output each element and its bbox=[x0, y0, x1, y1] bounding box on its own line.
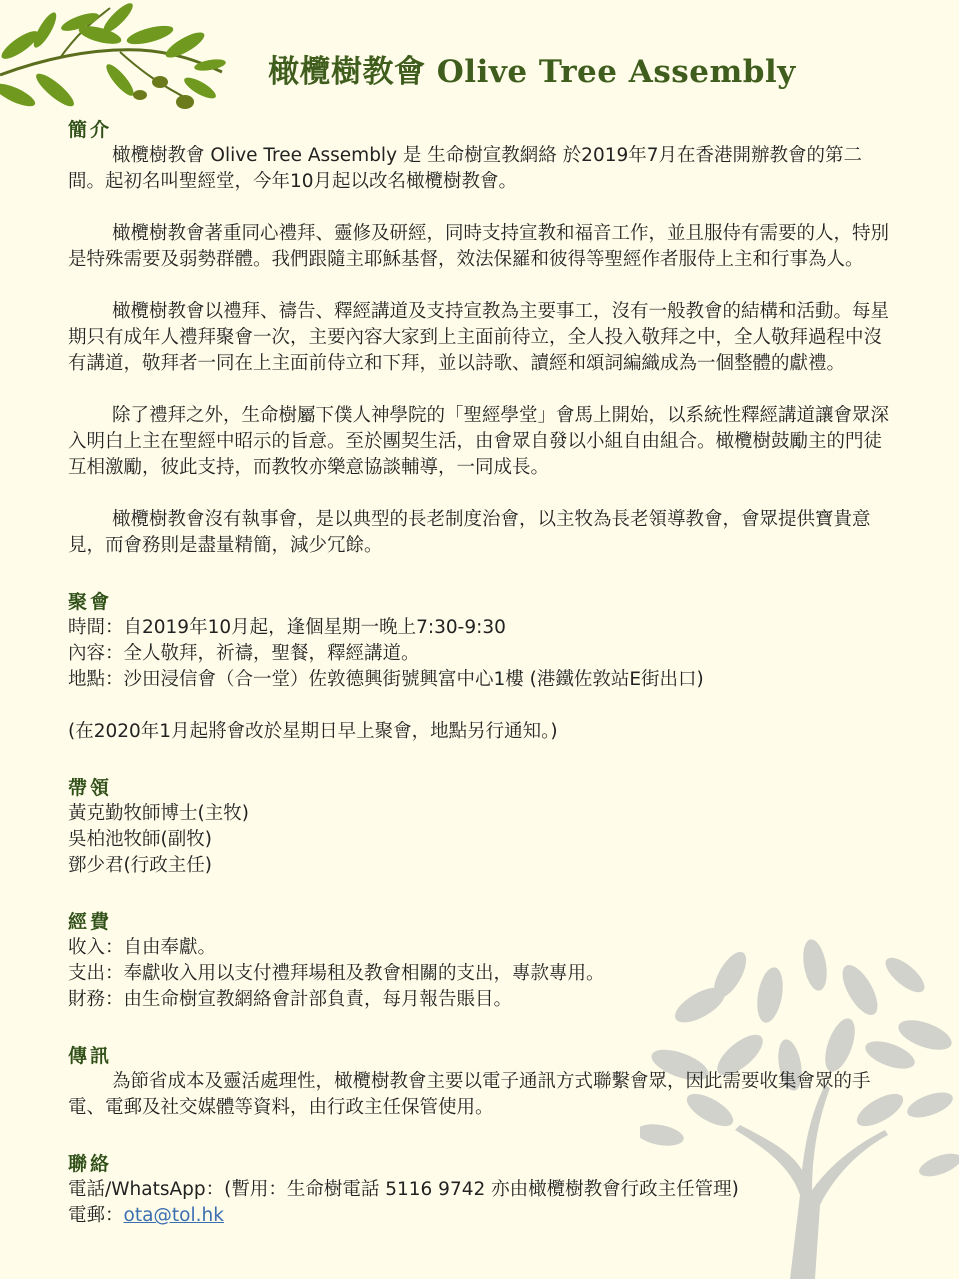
finance-item: 收入：自由奉獻。 bbox=[68, 937, 217, 958]
intro-paragraph: 橄欖樹教會 Olive Tree Assembly 是 生命樹宣教網絡 於2019年7月在香港開辦教會的第二間。起初名叫聖經堂，今年10月起以改名橄欖樹教會。 bbox=[68, 145, 863, 192]
intro-paragraph: 橄欖樹教會沒有執事會，是以典型的長老制度治會，以主牧為長老領導教會，會眾提供寶貴意見，而會務則是盡量精簡，減少冗餘。 bbox=[68, 509, 871, 556]
section-heading-contact: 聯絡 bbox=[68, 1153, 113, 1175]
intro-paragraph: 除了禮拜之外，生命樹屬下僕人神學院的「聖經學堂」會馬上開始，以系統性釋經講道讓會眾深入明白上主在聖經中昭示的旨意。至於團契生活，由會眾自發以小組自由組合。橄欖樹鼓勵主的門徒互相激勵，彼此支持，而教牧亦樂意協談輔導，一同成長。 bbox=[68, 405, 890, 478]
intro-paragraph: 橄欖樹教會著重同心禮拜、靈修及研經，同時支持宣教和福音工作，並且服侍有需要的人，特別是特殊需要及弱勢群體。我們跟隨主耶穌基督，效法保羅和彼得等聖經作者服侍上主和行事為人。 bbox=[68, 223, 890, 270]
comms-paragraph: 為節省成本及靈活處理性，橄欖樹教會主要以電子通訊方式聯繫會眾，因此需要收集會眾的手電、電郵及社交媒體等資料，由行政主任保管使用。 bbox=[68, 1071, 871, 1118]
intro-paragraph: 橄欖樹教會以禮拜、禱告、釋經講道及支持宣教為主要事工，沒有一般教會的結構和活動。每星期只有成年人禮拜聚會一次，主要內容大家到上主面前待立，全人投入敬拜之中，全人敬拜過程中沒有講道，敬拜者一同在上主面前侍立和下拜，並以詩歌、讀經和頌詞編織成為一個整體的獻禮。 bbox=[68, 301, 890, 374]
meeting-time: 時間：自2019年10月起，逢個星期一晚上7:30-9:30 bbox=[68, 617, 506, 638]
olive-branch-image bbox=[0, 0, 230, 125]
section-heading-finance: 經費 bbox=[68, 911, 113, 933]
finance-item: 財務：由生命樹宣教網絡會計部負責，每月報告賬目。 bbox=[68, 989, 513, 1010]
contact-email-label: 電郵： bbox=[68, 1205, 124, 1226]
section-heading-meeting: 聚會 bbox=[68, 591, 113, 613]
contact-email-row bbox=[68, 1203, 898, 1229]
email-link[interactable]: ota@tol.hk bbox=[123, 1205, 224, 1226]
meeting-content: 內容：全人敬拜，祈禱，聖餐，釋經講道。 bbox=[68, 643, 420, 664]
page-title: 橄欖樹教會 Olive Tree Assembly bbox=[268, 54, 796, 90]
section-heading-leaders: 帶領 bbox=[68, 777, 113, 799]
section-heading-intro: 簡介 bbox=[68, 119, 113, 141]
leader-item: 鄧少君(行政主任) bbox=[68, 855, 212, 876]
finance-item: 支出：奉獻收入用以支付禮拜場租及教會相關的支出，專款專用。 bbox=[68, 963, 605, 984]
leader-item: 吳柏池牧師(副牧) bbox=[68, 829, 212, 850]
meeting-note: (在2020年1月起將會改於星期日早上聚會，地點另行通知。) bbox=[68, 721, 558, 742]
contact-phone: 電話/WhatsApp：(暫用：生命樹電話 5116 9742 亦由橄欖樹教會行政主任管理) bbox=[68, 1179, 739, 1200]
leader-item: 黃克勤牧師博士(主牧) bbox=[68, 803, 249, 824]
section-heading-comms: 傳訊 bbox=[68, 1045, 113, 1067]
main-content bbox=[68, 113, 898, 1229]
meeting-place: 地點：沙田浸信會（合一堂）佐敦德興街號興富中心1樓 (港鐵佐敦站E街出口) bbox=[68, 669, 704, 690]
